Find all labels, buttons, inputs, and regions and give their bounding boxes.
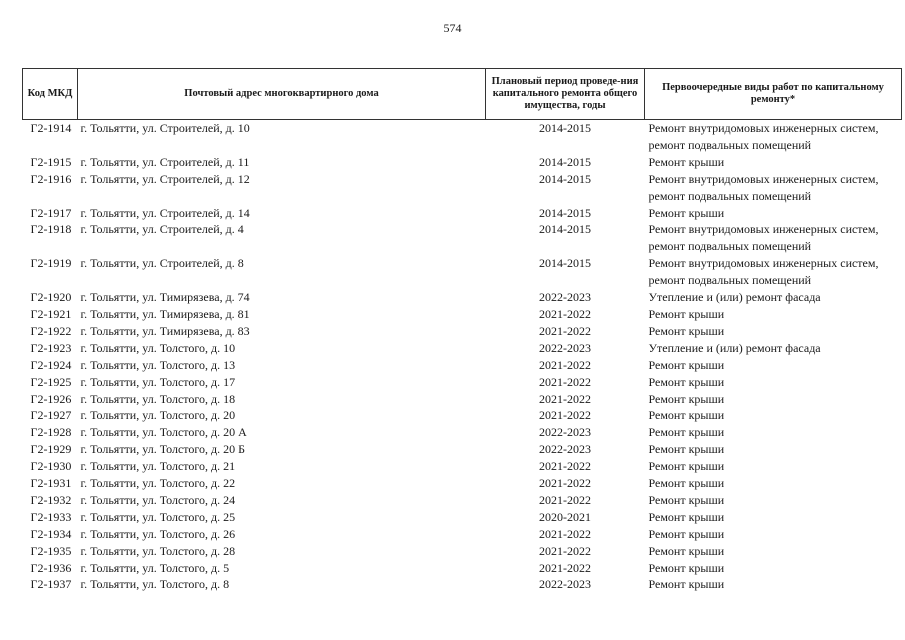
row-period: 2021-2022 (539, 306, 591, 321)
row-period: 2014-2015 (539, 205, 591, 220)
row-address: г. Тольятти, ул. Толстого, д. 24 (80, 492, 236, 507)
row-address: г. Тольятти, ул. Тимирязева, д. 81 (80, 306, 250, 321)
table-row (23, 407, 902, 424)
row-address: г. Тольятти, ул. Строителей, д. 10 (80, 121, 250, 135)
row-code: Г2-1923 (30, 340, 72, 355)
row-works: Ремонт крыши (648, 408, 725, 423)
row-period: 2021-2022 (539, 408, 591, 423)
row-code: Г2-1929 (30, 442, 72, 457)
table-row (23, 492, 902, 509)
row-works: Ремонт крыши (648, 459, 725, 474)
row-code: Г2-1933 (30, 509, 72, 524)
table-row (23, 458, 902, 475)
row-works: Ремонт крыши (648, 374, 725, 389)
row-period: 2021-2022 (539, 374, 591, 389)
row-code: Г2-1931 (30, 476, 72, 491)
table-header (23, 69, 902, 120)
row-period: 2021-2022 (539, 357, 591, 372)
row-address: г. Тольятти, ул. Строителей, д. 12 (80, 171, 250, 186)
row-address: г. Тольятти, ул. Толстого, д. 20 Б (80, 442, 245, 457)
row-code: Г2-1915 (30, 154, 72, 169)
row-period: 2022-2023 (539, 442, 591, 457)
table-row (23, 120, 902, 154)
table-row (23, 526, 902, 543)
header-works: Первоочередные виды работ по капитальному ремонту* (645, 69, 902, 120)
row-works: Утепление и (или) ремонт фасада (648, 340, 821, 355)
table-row (23, 424, 902, 441)
table-row (23, 441, 902, 458)
row-period: 2021-2022 (539, 492, 591, 507)
table-row (23, 323, 902, 340)
row-period: 2021-2022 (539, 459, 591, 474)
row-works: Ремонт крыши (648, 526, 725, 541)
row-code: Г2-1914 (30, 121, 72, 135)
row-works: Ремонт крыши (648, 476, 725, 491)
table-row (23, 374, 902, 391)
table-row (23, 154, 902, 171)
table-row (23, 255, 902, 289)
row-works: Ремонт крыши (648, 323, 725, 338)
row-period: 2020-2021 (539, 509, 591, 524)
table-row (23, 391, 902, 408)
header-address: Почтовый адрес многоквартирного дома (78, 69, 486, 120)
row-code: Г2-1932 (30, 492, 72, 507)
row-period: 2021-2022 (539, 543, 591, 558)
row-works: Ремонт внутридомовых инженерных систем, ремонт подвальных помещений (648, 222, 879, 254)
table-row (23, 475, 902, 492)
header-period: Плановый период проведе-ния капитального ремонта общего имущества, годы (486, 69, 645, 120)
row-period: 2022-2023 (539, 425, 591, 440)
row-code: Г2-1927 (30, 408, 72, 423)
row-period: 2022-2023 (539, 340, 591, 355)
row-works: Ремонт крыши (648, 509, 725, 524)
row-code: Г2-1928 (30, 425, 72, 440)
header-row (23, 69, 902, 120)
row-code: Г2-1926 (30, 391, 72, 406)
row-address: г. Тольятти, ул. Строителей, д. 4 (80, 222, 244, 237)
row-period: 2014-2015 (539, 121, 591, 135)
row-code: Г2-1916 (30, 171, 72, 186)
row-works: Ремонт внутридомовых инженерных систем, ремонт подвальных помещений (648, 171, 879, 203)
row-works: Ремонт крыши (648, 577, 725, 592)
row-address: г. Тольятти, ул. Толстого, д. 25 (80, 509, 236, 524)
row-works: Ремонт крыши (648, 543, 725, 558)
table-row (23, 205, 902, 222)
row-address: г. Тольятти, ул. Толстого, д. 8 (80, 577, 230, 592)
row-code: Г2-1924 (30, 357, 72, 372)
row-address: г. Тольятти, ул. Толстого, д. 20 А (80, 425, 247, 440)
row-works: Ремонт крыши (648, 357, 725, 372)
row-period: 2021-2022 (539, 476, 591, 491)
row-period: 2022-2023 (539, 577, 591, 592)
table-row (23, 509, 902, 526)
row-period: 2021-2022 (539, 560, 591, 575)
row-works: Ремонт крыши (648, 425, 725, 440)
header-code: Код МКД (23, 69, 78, 120)
row-address: г. Тольятти, ул. Толстого, д. 21 (80, 459, 236, 474)
row-works: Ремонт крыши (648, 492, 725, 507)
row-works: Ремонт крыши (648, 154, 725, 169)
row-code: Г2-1935 (30, 543, 72, 558)
table-row (23, 543, 902, 560)
row-address: г. Тольятти, ул. Толстого, д. 10 (80, 340, 236, 355)
row-address: г. Тольятти, ул. Толстого, д. 17 (80, 374, 236, 389)
row-address: г. Тольятти, ул. Толстого, д. 26 (80, 526, 236, 541)
table-row (23, 357, 902, 374)
row-address: г. Тольятти, ул. Толстого, д. 22 (80, 476, 236, 491)
row-period: 2014-2015 (539, 256, 591, 271)
row-works: Ремонт крыши (648, 306, 725, 321)
row-address: г. Тольятти, ул. Строителей, д. 11 (80, 154, 250, 169)
row-works: Ремонт крыши (648, 391, 725, 406)
row-period: 2021-2022 (539, 526, 591, 541)
table-row (23, 289, 902, 306)
row-works: Ремонт крыши (648, 442, 725, 457)
table-row (23, 171, 902, 205)
row-code: Г2-1936 (30, 560, 72, 575)
row-address: г. Тольятти, ул. Толстого, д. 28 (80, 543, 236, 558)
row-code: Г2-1921 (30, 306, 72, 321)
page-number: 574 (443, 21, 462, 35)
capital-repair-table (22, 68, 902, 593)
row-code: Г2-1920 (30, 290, 72, 305)
row-works: Утепление и (или) ремонт фасада (648, 290, 821, 305)
row-code: Г2-1922 (30, 323, 72, 338)
table-body (23, 120, 902, 594)
row-period: 2014-2015 (539, 222, 591, 237)
row-period: 2021-2022 (539, 323, 591, 338)
row-address: г. Тольятти, ул. Толстого, д. 20 (80, 408, 236, 423)
table-row (23, 576, 902, 593)
row-address: г. Тольятти, ул. Тимирязева, д. 74 (80, 290, 250, 305)
row-code: Г2-1934 (30, 526, 72, 541)
row-address: г. Тольятти, ул. Толстого, д. 18 (80, 391, 236, 406)
row-period: 2021-2022 (539, 391, 591, 406)
row-period: 2022-2023 (539, 290, 591, 305)
row-address: г. Тольятти, ул. Толстого, д. 5 (80, 560, 230, 575)
table-row (23, 340, 902, 357)
table-row (23, 306, 902, 323)
table-row (23, 221, 902, 255)
row-period: 2014-2015 (539, 154, 591, 169)
table-row (23, 560, 902, 577)
row-address: г. Тольятти, ул. Толстого, д. 13 (80, 357, 236, 372)
row-code: Г2-1919 (30, 256, 72, 271)
row-address: г. Тольятти, ул. Строителей, д. 8 (80, 256, 244, 271)
row-address: г. Тольятти, ул. Тимирязева, д. 83 (80, 323, 250, 338)
row-works: Ремонт крыши (648, 205, 725, 220)
row-code: Г2-1925 (30, 374, 72, 389)
row-code: Г2-1918 (30, 222, 72, 237)
row-code: Г2-1917 (30, 205, 72, 220)
row-works: Ремонт внутридомовых инженерных систем, ремонт подвальных помещений (648, 256, 879, 288)
row-code: Г2-1930 (30, 459, 72, 474)
row-works: Ремонт внутридомовых инженерных систем, ремонт подвальных помещений (648, 121, 879, 152)
row-period: 2014-2015 (539, 171, 591, 186)
row-code: Г2-1937 (30, 577, 72, 592)
row-address: г. Тольятти, ул. Строителей, д. 14 (80, 205, 250, 220)
row-works: Ремонт крыши (648, 560, 725, 575)
